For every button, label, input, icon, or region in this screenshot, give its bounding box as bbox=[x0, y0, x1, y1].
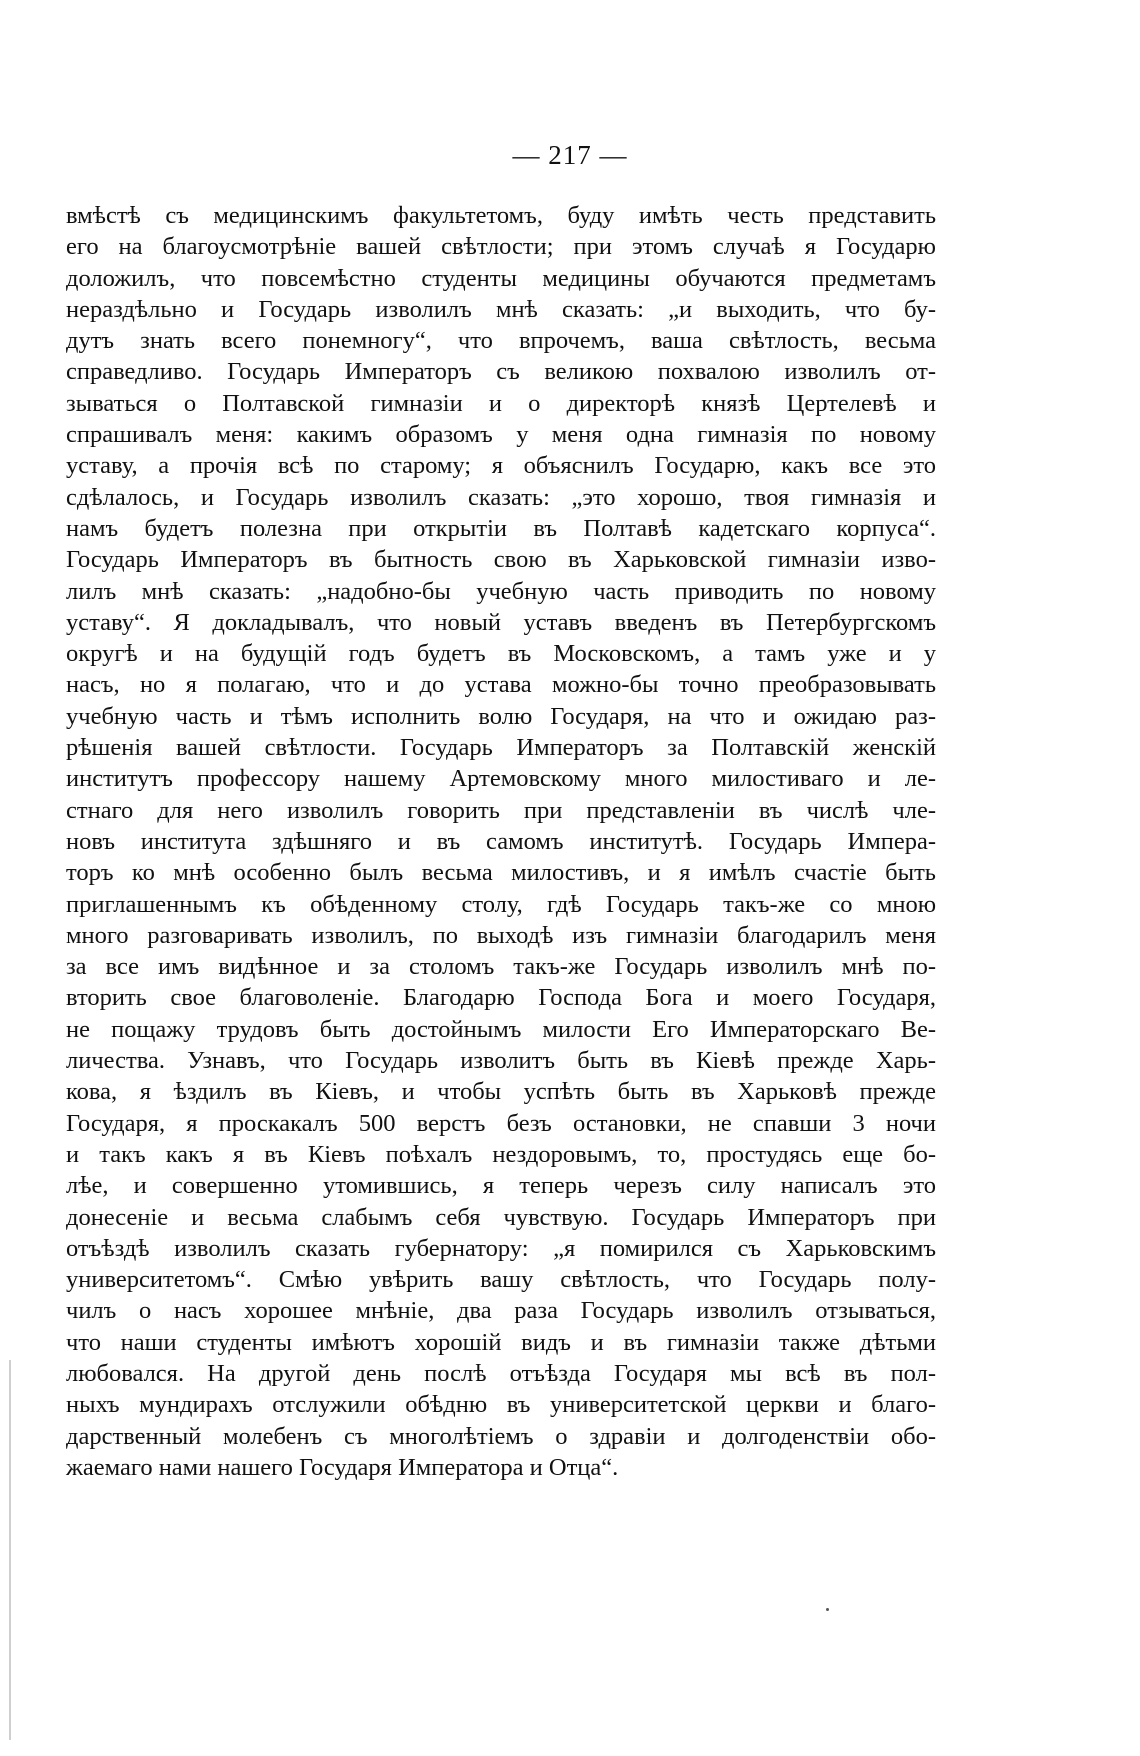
text-line: Государь Императоръ въ бытность свою въ Харьковской гимназіи изво- bbox=[66, 546, 936, 574]
text-line: вмѣстѣ съ медицинскимъ факультетомъ, буду имѣть честь представить bbox=[66, 202, 936, 229]
page-number: — 217 — bbox=[512, 140, 628, 170]
text-line: что наши студенты имѣютъ хорошій видъ и въ гимназіи также дѣтьми bbox=[66, 1328, 936, 1356]
text-line: его на благоусмотрѣніе вашей свѣтлости; при этомъ случаѣ я Государю bbox=[66, 233, 936, 261]
text-line: приглашеннымъ къ обѣденному столу, гдѣ Государь такъ-же со мною bbox=[66, 890, 936, 918]
text-line: лилъ мнѣ сказать: „надобно-бы учебную часть приводить по новому bbox=[66, 577, 936, 605]
text-line: уставу“. Я докладывалъ, что новый уставъ введенъ въ Петербургскомъ bbox=[66, 608, 936, 636]
text-line: лѣе, и совершенно утомившись, я теперь черезъ силу написалъ это bbox=[66, 1172, 936, 1200]
text-line: нераздѣльно и Государь изволилъ мнѣ сказать: „и выходить, что бу- bbox=[66, 295, 936, 323]
text-line: донесеніе и весьма слабымъ себя чувствую. Государь Императоръ при bbox=[66, 1203, 936, 1231]
text-line: торъ ко мнѣ особенно былъ весьма милостивъ, и я имѣлъ счастіе быть bbox=[66, 859, 936, 887]
text-line: чилъ о насъ хорошее мнѣніе, два раза Государь изволилъ отзываться, bbox=[66, 1297, 936, 1325]
text-line: учебную часть и тѣмъ исполнить волю Государя, на что и ожидаю раз- bbox=[66, 702, 936, 730]
text-line: за все имъ видѣнное и за столомъ такъ-же Государь изволилъ мнѣ по- bbox=[66, 953, 936, 981]
text-line: спрашивалъ меня: какимъ образомъ у меня одна гимназія по новому bbox=[66, 421, 936, 449]
text-line: университетомъ“. Смѣю увѣрить вашу свѣтлость, что Государь полу- bbox=[66, 1266, 936, 1294]
text-line: много разговаривать изволилъ, по выходѣ изъ гимназіи благодарилъ меня bbox=[66, 921, 936, 949]
text-line: стнаго для него изволилъ говорить при представленіи въ числѣ чле- bbox=[66, 796, 936, 824]
text-line: и такъ какъ я въ Кіевъ поѣхалъ нездоровымъ, то, простудясь еще бо- bbox=[66, 1140, 936, 1168]
text-line: доложилъ, что повсемѣстно студенты медицины обучаются предметамъ bbox=[66, 264, 936, 292]
text-line: зываться о Полтавской гимназіи и о директорѣ князѣ Цертелевѣ и bbox=[66, 389, 936, 417]
text-line: отъѣздѣ изволилъ сказать губернатору: „я помирился съ Харьковскимъ bbox=[66, 1234, 936, 1262]
text-line: намъ будетъ полезна при открытіи въ Полтавѣ кадетскаго корпуса“. bbox=[66, 514, 936, 542]
text-line: Государя, я проскакалъ 500 верстъ безъ остановки, не спавши 3 ночи bbox=[66, 1109, 936, 1137]
body-text bbox=[66, 200, 936, 1483]
text-line: рѣшенія вашей свѣтлости. Государь Императоръ за Полтавскій женскій bbox=[66, 734, 936, 762]
text-line: любовался. На другой день послѣ отъѣзда Государя мы всѣ въ пол- bbox=[66, 1359, 936, 1387]
text-line: справедливо. Государь Императоръ съ великою похвалою изволилъ от- bbox=[66, 358, 936, 386]
text-line: дарственный молебенъ съ многолѣтіемъ о здравіи и долгоденствіи обо- bbox=[66, 1422, 936, 1450]
text-line: новъ института здѣшняго и въ самомъ институтѣ. Государь Импера- bbox=[66, 827, 936, 855]
text-line: кова, я ѣздилъ въ Кіевъ, и чтобы успѣть быть въ Харьковѣ прежде bbox=[66, 1078, 936, 1106]
text-line: вторить свое благоволеніе. Благодарю Господа Бога и моего Государя, bbox=[66, 984, 936, 1012]
scan-margin-mark bbox=[9, 1360, 11, 1740]
text-line: ныхъ мундирахъ отслужили обѣдню въ университетской церкви и благо- bbox=[66, 1391, 936, 1419]
text-line: личества. Узнавъ, что Государь изволитъ быть въ Кіевѣ прежде Харь- bbox=[66, 1047, 936, 1075]
text-line: округѣ и на будущій годъ будетъ въ Московскомъ, а тамъ уже и у bbox=[66, 640, 936, 668]
text-line: сдѣлалось, и Государь изволилъ сказать: „это хорошо, твоя гимназія и bbox=[66, 483, 936, 511]
text-line: уставу, а прочія всѣ по старому; я объяснилъ Государю, какъ все это bbox=[66, 452, 936, 480]
text-line: насъ, но я полагаю, что и до устава можно-бы точно преобразовывать bbox=[66, 671, 936, 699]
text-line: институтъ профессору нашему Артемовскому много милостиваго и ле- bbox=[66, 765, 936, 793]
text-line: жаемаго нами нашего Государя Императора и Отца“. bbox=[66, 1453, 619, 1481]
scan-speck bbox=[826, 1608, 829, 1611]
text-line: дутъ знать всего понемногу“, что впрочемъ, ваша свѣтлость, весьма bbox=[66, 327, 936, 355]
text-line: не пощажу трудовъ быть достойнымъ милости Его Императорскаго Ве- bbox=[66, 1015, 936, 1043]
